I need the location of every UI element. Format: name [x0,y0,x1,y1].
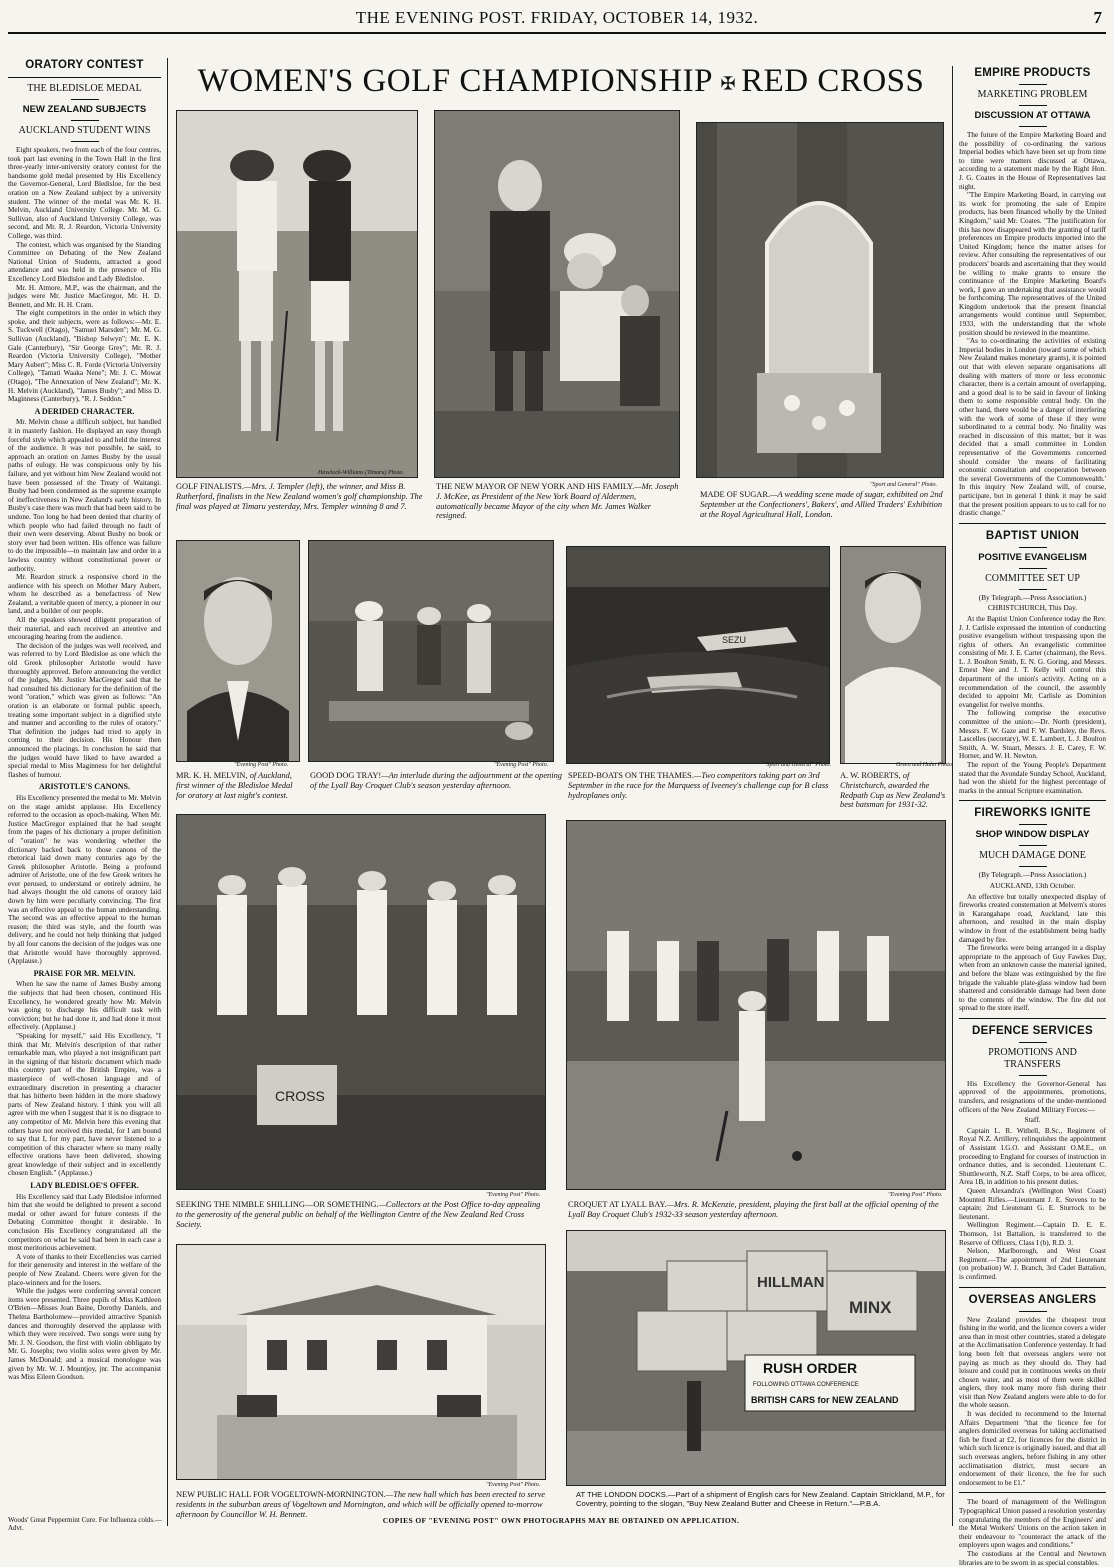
photo-credit: "Evening Post" Photo. [888,1192,943,1198]
photo-k-h-melvin [176,540,300,762]
article-paragraph: The report of the Young People's Department stated that the Avondale Sunday School, Auckland, had won the shield for the highest percentage of marks in the annual Scripture examination. [959,761,1106,795]
caption-lead: AT THE LONDON DOCKS. [576,1490,668,1499]
photo-new-york-mayor-family [434,110,680,478]
article-subheading: PROMOTIONS AND TRANSFERS [988,1046,1077,1070]
divider [1019,84,1047,85]
divider [959,800,1106,801]
caption-description: —Mrs. R. McKenzie, president, playing the first ball at the official opening of the Lyall Bay Croquet Club's 1932-33 season yesterday afternoon. [568,1200,939,1219]
photo-caption [436,482,682,521]
photo-credit: "Evening Post" Photo. [486,1192,541,1198]
article-heading: EMPIRE PRODUCTS [974,67,1091,79]
section-subhead: ARISTOTLE'S CANONS. [39,782,130,792]
caption-description: —Mrs. J. Templer (left), the winner, and Miss B. Rutherford, finalists in the New Zealand women's golf championship. The final was played at Timaru yesterday, Mrs. Templer winning 8 and 7. [176,482,423,511]
photo-credit: "Evening Post" Photo. [494,762,549,768]
divider [1019,126,1047,127]
crate-text: HILLMAN [757,1274,825,1291]
divider [1019,105,1047,106]
article-paragraph: Wellington Regiment.—Captain D. E. E. Thomson, 1st Battalion, is transferred to the Reserve of Officers, Class I (b), R.D. 3. [959,1221,1106,1247]
divider [1019,547,1047,548]
photo-red-cross-collectors [176,814,546,1190]
article-subheading: DISCUSSION AT OTTAWA [974,110,1091,121]
article-heading: ORATORY CONTEST [25,59,144,71]
article-paragraph: Queen Alexandra's (Wellington West Coast) Mounted Rifles.—Lieutenant J. E. Stevens to be captain; 2nd Lieutenant G. E. Sturrock to be lieutenant. [959,1187,1106,1221]
article-paragraph: "Speaking for myself," said His Excellency, "I think that Mr. Melvin's description of that rather remarkable man, who played a not insignificant part in the signing of that historic document which made this country part of the British Empire, was a masterpiece of well-chosen language and of extraordinary discretion in presenting a character that has hitherto been hidden in the more shadowy parts of New Zealand history. I think you will all agree with me when I suggest that it is no disgrace to any competitor of Mr. Melvin here this evening that others have not received this medal, for I am bound to say that I, for my part, have never listened to a competition of this character where so many really effective orations have been delivered, showing great knowledge of their subject and in excellently chosen English." (Applause.) [8,1031,161,1178]
divider [1019,824,1047,825]
divider [1019,845,1047,846]
article-paragraph: The board of management of the Wellington Typographical Union passed a resolution yesterday congratulating the members of the Engineers' and the Metal Workers' Unions on the action taken in their endeavour to "counteract the attack of the employers upon wages and conditions." [959,1498,1106,1550]
article-subheading: SHOP WINDOW DISPLAY [975,829,1090,841]
photo-london-docks-cars [566,1230,946,1486]
photo-credit: "Sport and General" Photo. [764,762,832,768]
page-number: 7 [1093,8,1102,27]
caption-lead: MADE OF SUGAR. [700,490,771,499]
caption-description: —Mr. Joseph J. McKee, as President of the New York Board of Aldermen, automatically became Mayor of the city when Mr. James Walker resigned. [436,482,679,521]
photo-croquet-club-interlude [308,540,554,762]
photo-caption [310,771,562,791]
article-heading: BAPTIST UNION [985,529,1080,542]
left-column-article [8,58,168,1526]
section-subhead: LADY BLEDISLOE'S OFFER. [30,1181,139,1191]
article-paragraph: "The Empire Marketing Board, in carrying out its work for promoting the sale of Empire products, has been financed wholly by the United Kingdom," said Mr. Coates. "The justification for this has now disappeared with the granting of tariff preferences on Empire products imported into the United Kingdom; hence the matter arises for review. After consulting the representatives of our producers' boards and ascertaining that they would be willing to make grants to ensure the continuance of the Empire Marketing Board's work, I gave an undertaking that assistance would be forthcoming. The representatives of the United Kingdom undertook that the present financial arrangements would continue until September, 1933, with the understanding that the whole position should be reviewed in the meantime. [959,191,1106,337]
article-paragraph: Eight speakers, two from each of the four centres, took part last evening in the Town Hall in the first three-yearly inter-university oratory contest for the handsome gold medal presented by His Excellency the Governor-General, Lord Bledisloe, for the best oration on a New Zealand subject by a university student. The winner of the medal was Mr. K. H. Melvin, Auckland University College. Mr. M. G. Sullivan, also of Auckland University College, was second, and Mr. R. J. Reardon, Victoria University College, was third. [8,146,161,240]
photo-credit: "Sport and General" Photo. [870,482,938,488]
article-paragraph: New Zealand provides the cheapest trout fishing in the world, and the licence covers a wider area than in most other countries, stated a delegate at the Acclimatisation Conference yesterday. It had long been felt that overseas anglers were not paying as much as they should do. They had leisure and could put in continuous weeks on their chosen water, and as most of them were skilled anglers, they took many more fish during their visit than New Zealand anglers were able to do for the whole season. [959,1315,1106,1410]
caption-lead: MR. K. H. MELVIN, [176,771,248,780]
photo-page-banner [176,60,946,102]
caption-description: of Auckland, first winner of the Bledisloe Medal for oratory at last night's contest. [176,771,293,800]
divider [1019,866,1047,867]
article-paragraph: Nelson, Marlborough, and West Coast Regiment.—The appointment of 2nd Lieutenant (on probation) W. J. Branch, 3rd Cadet Battalion, is confirmed. [959,1247,1106,1281]
article-paragraph: "As to co-ordinating the activities of existing Imperial bodies in London (toward some of which New Zealand makes monetary grants), it is pointed out that with eleven separate organisations all dealing with matters of more or less economic character, there is a certain amount of overlapping, and a good deal is to be said in favour of linking them to some responsible central body. On the other hand, there would be a danger of interfering with the work of some of these if they were subordinated to a central body. No finality was reached in discussion of this matter, but it was decided that a small committee in London representative of the Governments concerned should consider 'the means of facilitating economic consultation and cooperation between the several Governments of the Commonwealth.' In this inquiry New Zealand will, of course, participate, but in general I think it may be said that the present position appears to us to call for no drastic change." [959,337,1106,518]
photo-caption [176,1200,548,1229]
caption-description: —Part of a shipment of English cars for New Zealand. Captain Strickland, M.P., for Coventry, pointing to the slogan, "Buy New Zealand Butter and Cheese in Return."—P.B.A. [576,1490,945,1508]
divider [959,1287,1106,1288]
section-label: Staff. [1024,1115,1041,1125]
photo-caption [568,771,832,800]
article-paragraph: The future of the Empire Marketing Board and the possibility of co-ordinating the various Imperial bodies which have been set up from time to time were matters discussed at Ottawa, according to a statement made by the Right Hon. J. G. Coates in the House of Representatives last night. [959,131,1106,191]
caption-description: of Christchurch, awarded the Redpath Cup as New Zealand's best batsman for 1931-32. [840,771,946,810]
article-subheading: NEW ZEALAND SUBJECTS [22,104,147,115]
photo-credit: Havelock-Williams (Timaru) Photo. [318,470,404,476]
article-paragraph: His Excellency presented the medal to Mr. Melvin on the stage amidst applause. His Excellency referred to the occasion as epoch-making. When Mr. Justice MacGregor explained that he had sought from the pages of his dictionary a proper definition of "oration" he was wondering whether the dictionary backed back to those canons of the rhetorical laid down many centuries ago by the Greek philosopher Aristotle. Being a profound admirer of Aristotle, one of the few Greek writers he ever perused, to understand or entirely admire, he had always thought the old canons of oratory laid down by him were peculiarly convincing. The first was an effective appeal to the human understanding. The second was an effective appeal to the human reason; the third was style, and the fourth was delivery, and he could not help thinking that judged by all four canons the decision of the judges was one that Aristotle would have thoroughly approved. (Applause.) [8,793,161,966]
photo-golf-finalists [176,110,418,478]
article-paragraph: Mr. H. Atmore, M.P., was the chairman, and the judges were Mr. Justice MacGregor, Mr. H. D. Bennett, and Mr. H. H. Cram. [8,283,161,309]
article-subheading: AUCKLAND STUDENT WINS [18,125,151,136]
masthead [8,8,1106,34]
divider [1019,1042,1047,1043]
divider [959,1018,1106,1019]
advertisement-line: Woods' Great Peppermint Cure. For Influenza colds.—Advt. [8,1516,162,1532]
article-subheading: THE BLEDISLOE MEDAL [27,83,142,94]
dateline: (By Telegraph.—Press Association.) [978,870,1087,880]
ornament-icon: ✠ [720,73,742,94]
photo-caption [840,771,948,810]
caption-description: —A wedding scene made of sugar, exhibited on 2nd September at the Confectioners', Bakers', and Allied Traders' Exhibition at the Royal Agricultural Hall, London. [700,490,943,519]
caption-lead: GOLF FINALISTS. [176,482,244,491]
dateline-place: AUCKLAND, 13th October. [989,880,1076,890]
article-paragraph: A vote of thanks to their Excellencies was carried for their generosity and interest in the welfare of the people of New Zealand. Cheers were given for the place-winners and for the losers. [8,1252,161,1287]
photo-caption [176,482,426,511]
article-heading: OVERSEAS ANGLERS [968,1293,1097,1306]
article-paragraph: His Excellency the Governor-General has approved of the appointments, promotions, transfers, and resignations of the under-mentioned officers of the New Zealand Military Forces:— [959,1079,1106,1114]
article-paragraph: The custodians at the Central and Newtown libraries are to be sworn in as special constables. [959,1549,1106,1567]
banner-left: WOMEN'S GOLF CHAMPIONSHIP [197,63,712,99]
article-paragraph: His Excellency said that Lady Bledisloe informed him that she would be delighted to present a second medal or other award for future contests if the Debating Committee thought it desirable. In conclusion His Excellency congratulated all the competitors on what he said had been in each case a most meritorious achievement. [8,1192,161,1253]
divider [1019,568,1047,569]
article-subheading: COMMITTEE SET UP [985,572,1080,584]
caption-lead: CROQUET AT LYALL BAY. [568,1200,667,1209]
article-paragraph: While the judges were conferring several concert items were presented. Three pupils of Miss Kathleen O'Brien—Misses Joan Baine, Dorothy Daniels, and Thelma Bartholomew—provided attractive Spanish dances and thoroughly deserved the applause with which they were received. Two songs were sung by Mr. J. N. Goodson, the first with violin obbligato by Mr. G. Josephs; two violin solos were given by Mr. James McDonald; and a musical monologue was given by Mr. W. J. Mountjoy, jnr. The accompanist was Miss Eileen Goodson. [8,1287,161,1382]
article-paragraph: All the speakers showed diligent preparation of their material, and each received an attentive and encouraging hearing from the audience. [8,616,161,642]
photo-caption [568,1200,948,1220]
photo-caption [176,1490,548,1519]
caption-lead: NEW PUBLIC HALL FOR VOGELTOWN-MORNINGTON. [176,1490,386,1499]
photo-credit: "Evening Post" Photo. [486,1482,541,1488]
article-paragraph: Captain L. R. Withell, B.Sc., Regiment of Royal N.Z. Artillery, relinquishes the appointment of Assistant I.G.O. and Assistant O.M.E., on proceeding to England for courses of instruction in ordnance duties, and is seconded. Lieutenant C. Shuttleworth, N.Z. Staff Corps, to be area officer, Area 1B, in addition to his present duties. [959,1126,1106,1187]
photo-vogeltown-public-hall [176,1244,546,1480]
crate-text: MINX [849,1298,892,1317]
caption-lead: THE NEW MAYOR OF NEW YORK AND HIS FAMILY. [436,482,635,491]
section-subhead: A DERIDED CHARACTER. [34,406,135,416]
divider [71,99,99,100]
boat-hull-text: SEZU [722,635,747,645]
photo-croquet-lyall-bay [566,820,946,1190]
photo-caption [576,1490,948,1508]
dateline: (By Telegraph.—Press Association.) [978,592,1087,602]
divider [1019,1075,1047,1076]
article-subheading: MARKETING PROBLEM [977,89,1088,100]
photo-a-w-roberts [840,546,946,764]
photo-caption [176,771,302,800]
masthead-title: THE EVENING POST. FRIDAY, OCTOBER 14, 1932. [355,8,759,27]
caption-description: —The new hall which has been erected to serve residents in the suburban areas of Vogeltown and Mornington, and which will be officially opened to-morrow afternoon by Councillor W. H. Bennett. [176,1490,546,1519]
article-paragraph: It was decided to recommend to the Internal Affairs Department "that the licence fee for anglers domiciled overseas for taking acclimatised fish be fixed at £2, for licences for the district in which such licence is originally issued, and that all such overseas anglers, before fishing in any other acclimatisation district, must secure an endorsement of their licence, the fee for such endorsement to be £1." [959,1410,1106,1487]
divider [8,77,161,78]
caption-lead: A. W. ROBERTS, [840,771,901,780]
article-paragraph: An effective but totally unexpected display of fireworks created consternation at Melvern's stores in Karangahape road, Auckland, late this afternoon, and resulted in the main display window in front of the establishment being badly damaged by fire. [959,892,1106,944]
article-subheading: MUCH DAMAGE DONE [979,850,1086,862]
caption-description: —Collectors at the Post Office to-day appealing to the generosity of the general public on behalf of the Wellington Centre of the New Zealand Red Cross Society. [176,1200,541,1229]
photo-credit: Green and Hahn Photo. [896,762,954,768]
divider [959,523,1106,524]
dateline-place: CHRISTCHURCH, This Day. [987,603,1078,613]
article-paragraph: The following comprise the executive committee of the union:—Dr. North (president), Messrs. F. W. Gaze and F. W. Bardsley, the Revs. Lascelles (secretary), W. E. Lambert, L. J. Boulton Smith, A. W. Stuart, Messrs. J. E. Carey, F. W. Horner, and W. H. Newton. [959,709,1106,761]
caption-description: —An interlude during the adjournment at the opening of the Lyall Bay Croquet Club's season yesterday afternoon. [310,771,562,790]
banner-text: RUSH ORDER [763,1360,858,1376]
caption-lead: SPEED-BOATS ON THE THAMES. [568,771,694,780]
article-heading: DEFENCE SERVICES [972,1024,1093,1037]
article-paragraph: The decision of the judges was well received, and was referred to by Lord Bledisloe as one which the old Greek philosopher Aristotle would have thoroughly approved. Before announcing the verdict of the judges, Mr. Justice MacGregor said that he had consulted his dictionary for the definition of the word "oration," which was given as follows: "An oration is an elaborate or formal public speech, treating some important subject in a dignified style and manner and according to the rules of oratory." That definition the judges had tried to apply in coming to their decision. His Honour then announced the placings. In conclusion he said that the judges would have liked to have awarded a special medal to Miss Maginness for her delightful flashes of humour. [8,641,161,779]
caption-lead: SEEKING THE NIMBLE SHILLING—OR SOMETHING. [176,1200,379,1209]
article-paragraph: Mr. Melvin chose a difficult subject, but handled it in masterly fashion. He displayed an easy though forceful style which appealed to and held the interest of the audience. It was not possible, he said, to approach an oration on James Busby by the usual paths of eulogy. He was conspicuous only by his failure, and yet without him New Zealand would not have been possessed of the Treaty of Waitangi. Busby had been condemned as the supreme example of ineffectiveness in New Zealand's early history. In Busby's case there was much that had been said to be undone. Too long he had been denied that charity of which people who had failed through no fault of their own were deserving. About Busby no book or story ever had been written. His offence was failure to do the impossible—to maintain law and order in a lawless country without constitutional power or authority. [8,418,161,573]
divider [71,120,99,121]
divider [71,141,99,142]
caption-lead: GOOD DOG TRAY! [310,771,382,780]
article-paragraph: Mr. Reardon struck a responsive chord in the audience with his speech on Mother Mary Aubert, whom he described as a benefactress of New Zealand, a veritable queen of mercy, a pioneer in our land, and a builder of our people. [8,573,161,616]
page-footer: COPIES OF "EVENING POST" OWN PHOTOGRAPHS MAY BE OBTAINED ON APPLICATION. [382,1516,740,1525]
right-column-articles [952,66,1106,1567]
article-paragraph: The fireworks were being arranged in a display appropriate to the approach of Guy Fawkes Day, when from an unknown cause the material ignited, and before the blaze was extinguished by the fire brigade the valuable plate-glass window had been shattered and considerable damage had been done to the contents of the window. The fire did not spread to the store itself. [959,944,1106,1013]
photo-caption [700,490,946,519]
article-paragraph: When he saw the name of James Busby among the subjects that had been chosen, continued His Excellency, he wondered greatly how Mr. Melvin was going to discharge his difficult task with conviction; but he had done it, and had done it most effectively. (Applause.) [8,980,161,1032]
caption-description: —Two competitors taking part on 3rd September in the race for the Marquess of Iveeney's challenge cup for B class hydroplanes only. [568,771,829,800]
article-paragraph: The eight competitors in the order in which they spoke, and their subjects, were as follows:—Mr. E. S. Tuckwell (Otago), "Samuel Marsden"; Mr. M. G. Sullivan (Auckland), "Bishop Selwyn"; Mr. E. K. Gale (Canterbury), "Sir George Grey"; Mr. R. J. Reardon (Victoria University College), "Mother Mary Aubert"; Miss C. R. Forde (Victoria University College), "Tamati Waaka Nene"; Mr. J. C. Mowat (Otago), "The Annexation of New Zealand"; Mr. K. H. Melvin (Auckland), "James Busby"; and Miss D. Maginness (Canterbury), "R. J. Seddon." [8,309,161,404]
photo-credit: "Evening Post" Photo. [234,762,289,768]
banner-text: FOLLOWING OTTAWA CONFERENCE [753,1382,859,1388]
photo-speed-boats-thames [566,546,830,764]
article-paragraph: The contest, which was organised by the Standing Committee on Debating of the New Zealand National Union of Students, attracted a good attendance and was held in the presence of His Excellency Lord Bledisloe and Lady Bledisloe. [8,240,161,283]
article-heading: FIREWORKS IGNITE [974,807,1091,820]
article-subheading: POSITIVE EVANGELISM [978,551,1087,563]
collection-sign-text: CROSS [275,1088,325,1104]
divider [1019,589,1047,590]
photo-sugar-wedding-scene [696,122,944,478]
divider [959,1492,1106,1493]
section-subhead: PRAISE FOR MR. MELVIN. [33,968,136,978]
banner-right: RED CROSS [741,63,925,99]
divider [1019,1311,1047,1312]
banner-text: BRITISH CARS for NEW ZEALAND [751,1395,899,1405]
article-paragraph: At the Baptist Union Conference today the Rev. J. J. Carlisle expressed the intention of conducting positive evangelism without trespassing upon the rights of others. An evangelistic committee consisting of Mr. J. E. Carter (chairman), the Revs. L. J. Boulton Smith, E. N. G. Goring, and Messrs. Ernest Nee and J. T. Kelly will control this department of the union's activity. Acting on a recommendation of the council, the assembly decided to appoint Mr. Carlisle as Dominion evangelist for twelve months. [959,614,1106,709]
